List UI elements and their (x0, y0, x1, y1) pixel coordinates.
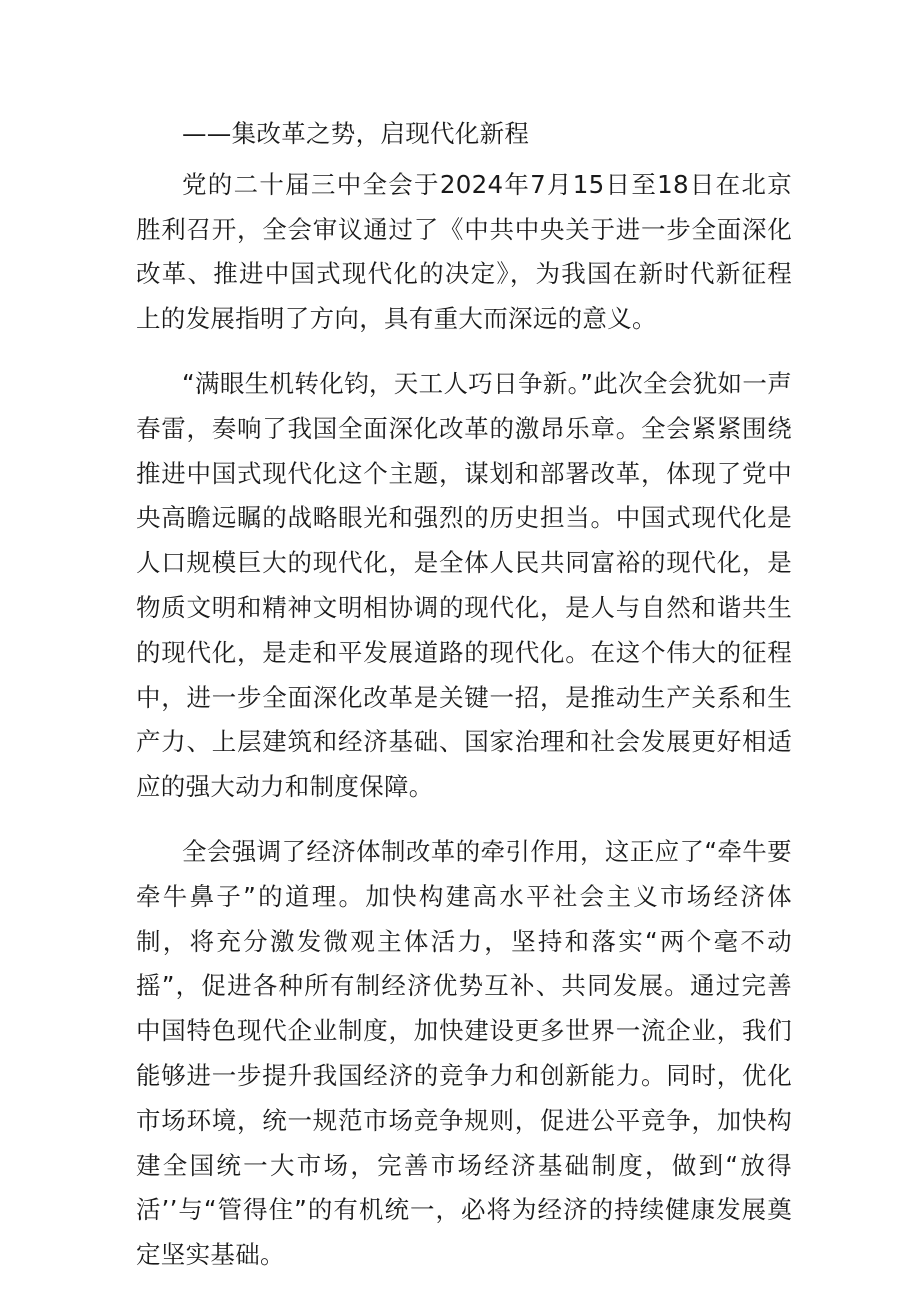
document-subtitle: ——集改革之势，启现代化新程 (182, 119, 530, 148)
document-body (136, 112, 792, 1278)
paragraph-economic-reform: 全会强调了经济体制改革的牵引作用，这正应了“牵牛要牵牛鼻子”的道理。加快构建高水平社会主义市场经济体制，将充分激发微观主体活力，坚持和落实“两个毫不动摇”，促进各种所有制经济优势互补、共同发展。通过完善中国特色现代企业制度，加快建设更多世界一流企业，我们能够进一步提升我国经济的竞争力和创新能力。同时，优化市场环境，统一规范市场竞争规则，促进公平竞争，加快构建全国统一大市场，完善市场经济基础制度，做到“放得活’’与“管得住”的有机统一，必将为经济的持续健康发展奠定坚实基础。 (136, 836, 792, 1270)
paragraph-intro: 党的二十届三中全会于2024年7月15日至18日在北京胜利召开，全会审议通过了《中共中央关于进一步全面深化改革、推进中国式现代化的决定》，为我国在新时代新征程上的发展指明了方向，具有重大而深远的意义。 (136, 169, 792, 334)
paragraph-reform-significance: “满眼生机转化钧，天工人巧日争新。”此次全会犹如一声春雷，奏响了我国全面深化改革的激昂乐章。全会紧紧围绕推进中国式现代化这个主题，谋划和部署改革，体现了党中央高瞻远瞩的战略眼光和强烈的历史担当。中国式现代化是人口规模巨大的现代化，是全体人民共同富裕的现代化，是物质文明和精神文明相协调的现代化，是人与自然和谐共生的现代化，是走和平发展道路的现代化。在这个伟大的征程中，进一步全面深化改革是关键一招，是推动生产关系和生产力、上层建筑和经济基础、国家治理和社会发展更好相适应的强大动力和制度保障。 (136, 368, 792, 802)
